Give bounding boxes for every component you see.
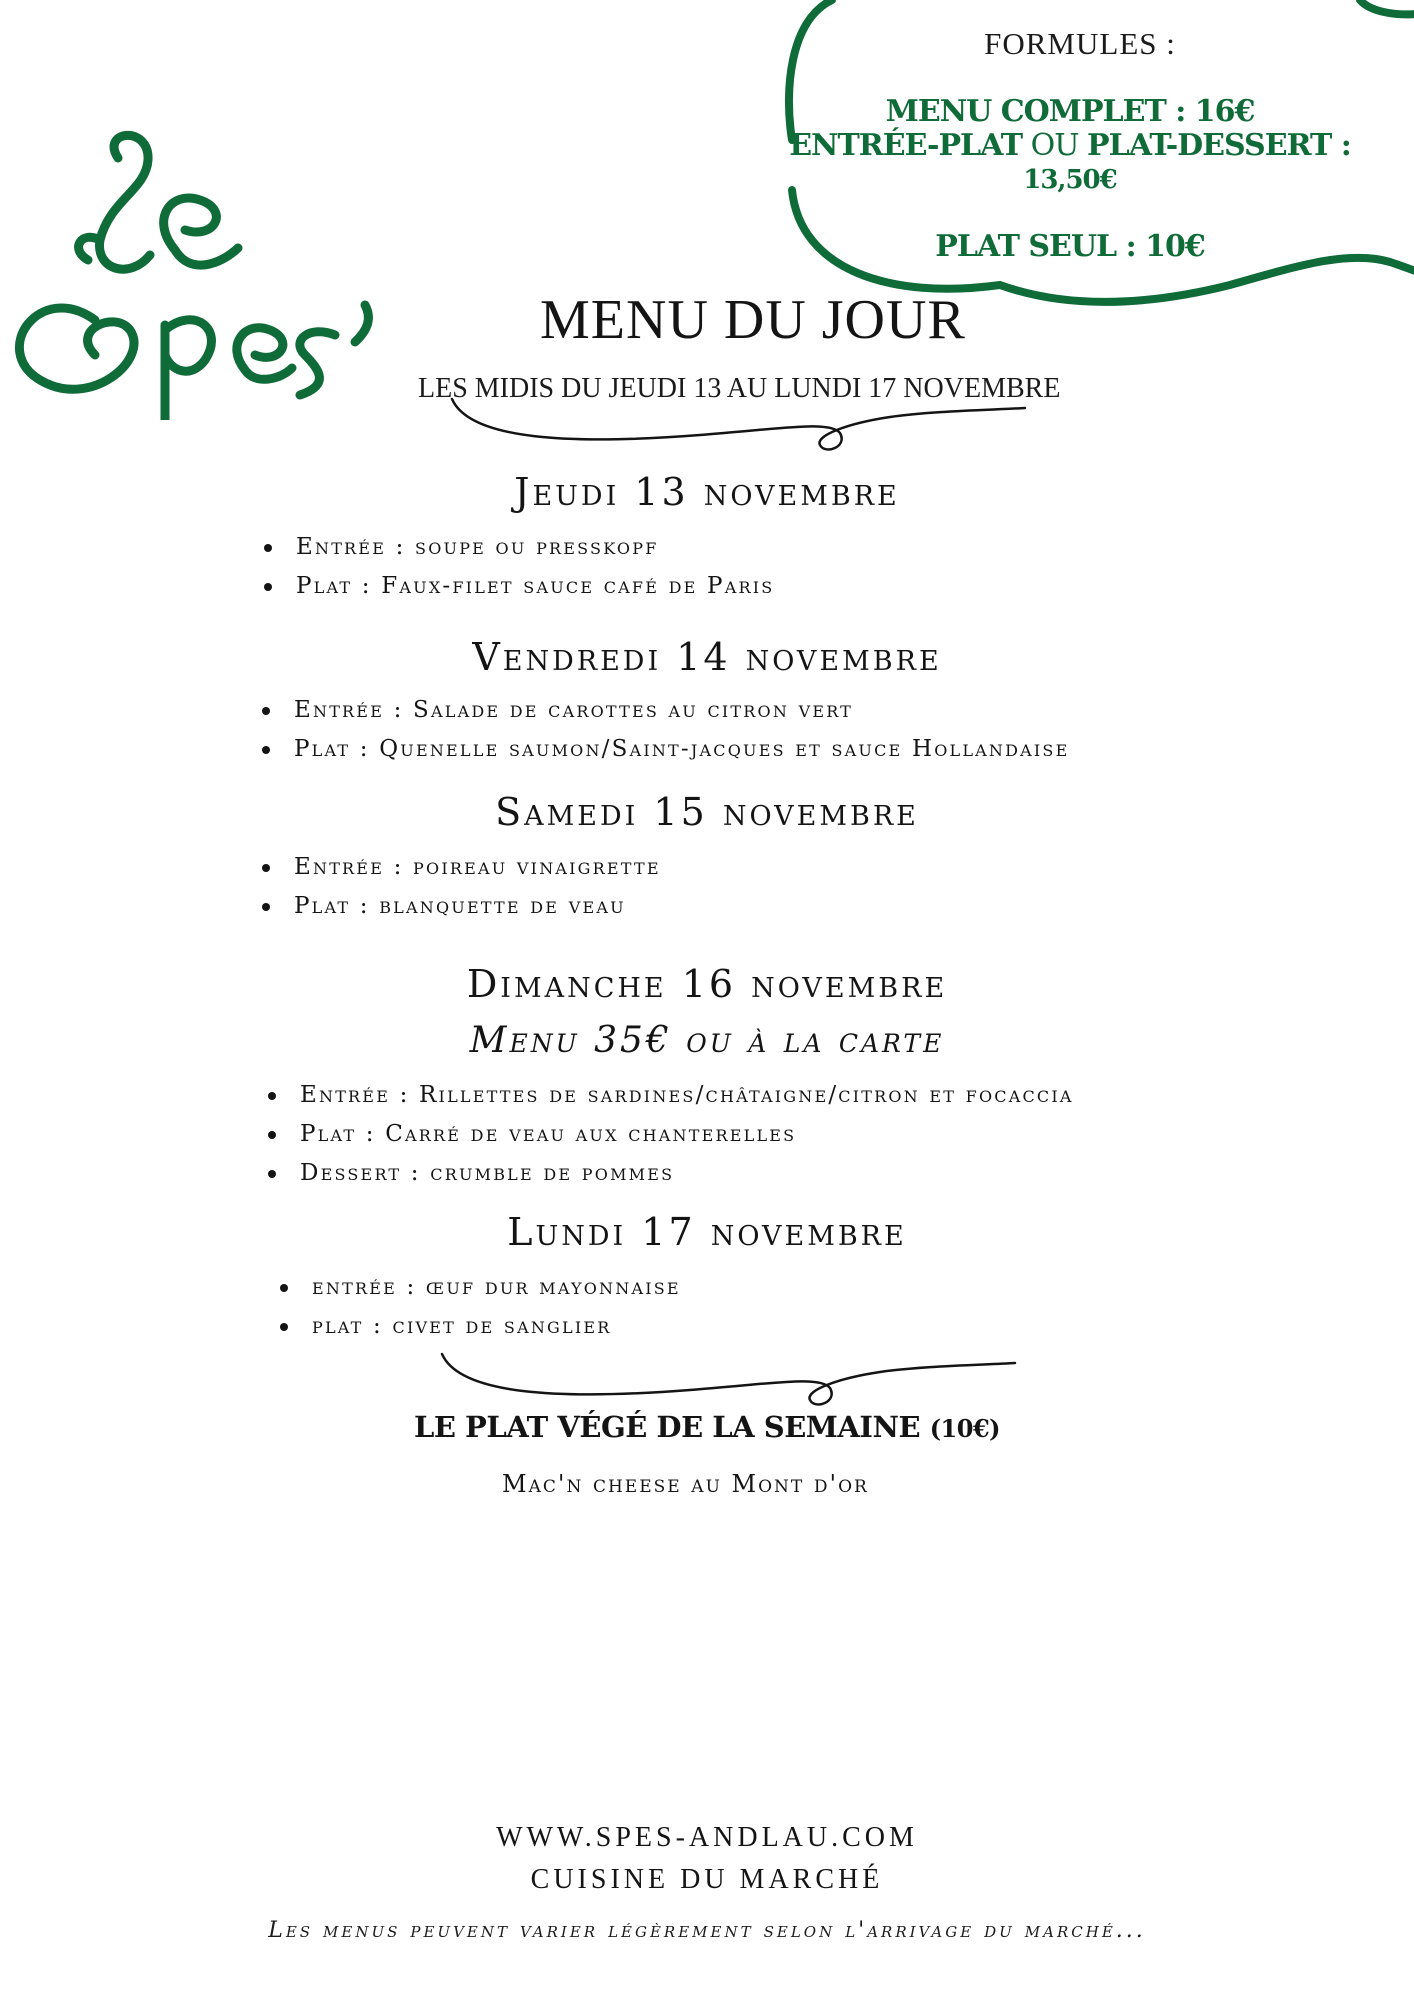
formule-menu-complet: MENU COMPLET : 16€: [885, 94, 1255, 129]
list-item: Entrée : Rillettes de sardines/châtaigne/citron et focaccia: [264, 1076, 1074, 1115]
formule-entree-plat-price: 13,50€: [1023, 165, 1117, 195]
formule-entree-plat: ENTRÉE-PLAT: [789, 128, 1023, 163]
page-subtitle: LES MIDIS DU JEUDI 13 AU LUNDI 17 NOVEMBRE: [418, 373, 1061, 404]
vege-dish: Mac'n cheese au Mont d'or: [502, 1470, 869, 1498]
day-items-jeudi: [260, 528, 774, 606]
decorative-swash-bottom: [440, 1350, 1020, 1410]
vege-title: LE PLAT VÉGÉ DE LA SEMAINE: [413, 1410, 921, 1444]
list-item: Entrée : Salade de carottes au citron vert: [258, 691, 1069, 730]
formules-title: FORMULES :: [984, 26, 1176, 61]
footer-note: Les menus peuvent varier légèrement selon l'arrivage du marché...: [268, 1918, 1146, 1943]
page-title: MENU DU JOUR: [540, 289, 966, 351]
list-item: Dessert : crumble de pommes: [264, 1154, 1074, 1193]
formule-entree-plat-line: [780, 128, 1360, 163]
formule-plat-dessert: PLAT-DESSERT :: [1087, 128, 1351, 163]
list-item: Entrée : soupe ou presskopf: [260, 528, 774, 567]
formule-plat-seul: PLAT SEUL : 10€: [935, 229, 1205, 264]
day-items-lundi: [276, 1268, 681, 1346]
day-title-vendredi: Vendredi 14 novembre: [472, 635, 942, 679]
formule-ou: OU: [1022, 128, 1088, 163]
footer-url: WWW.SPES-ANDLAU.COM: [496, 1822, 918, 1853]
day-title-jeudi: Jeudi 13 novembre: [514, 470, 900, 514]
list-item: plat : civet de sanglier: [276, 1307, 681, 1346]
list-item: Plat : Quenelle saumon/Saint-jacques et sauce Hollandaise: [258, 730, 1069, 769]
list-item: entrée : œuf dur mayonnaise: [276, 1268, 681, 1307]
vege-price: (10€): [929, 1414, 1001, 1443]
list-item: Plat : blanquette de veau: [258, 887, 661, 926]
list-item: Plat : Faux-filet sauce café de Paris: [260, 567, 774, 606]
day-items-dimanche: [264, 1076, 1074, 1193]
day-title-dimanche: Dimanche 16 novembre: [466, 962, 948, 1006]
day-subtitle-dimanche: Menu 35€ ou à la carte: [469, 1020, 945, 1061]
decorative-swash-top: [450, 395, 1030, 455]
day-title-lundi: Lundi 17 novembre: [507, 1210, 907, 1254]
vege-heading: [0, 1410, 1414, 1444]
footer-tagline: CUISINE DU MARCHÉ: [530, 1864, 884, 1895]
list-item: Plat : Carré de veau aux chanterelles: [264, 1115, 1074, 1154]
list-item: Entrée : poireau vinaigrette: [258, 848, 661, 887]
le-spes-logo: [0, 80, 390, 420]
day-items-samedi: [258, 848, 661, 926]
day-title-samedi: Samedi 15 novembre: [495, 790, 919, 834]
day-items-vendredi: [258, 691, 1069, 769]
